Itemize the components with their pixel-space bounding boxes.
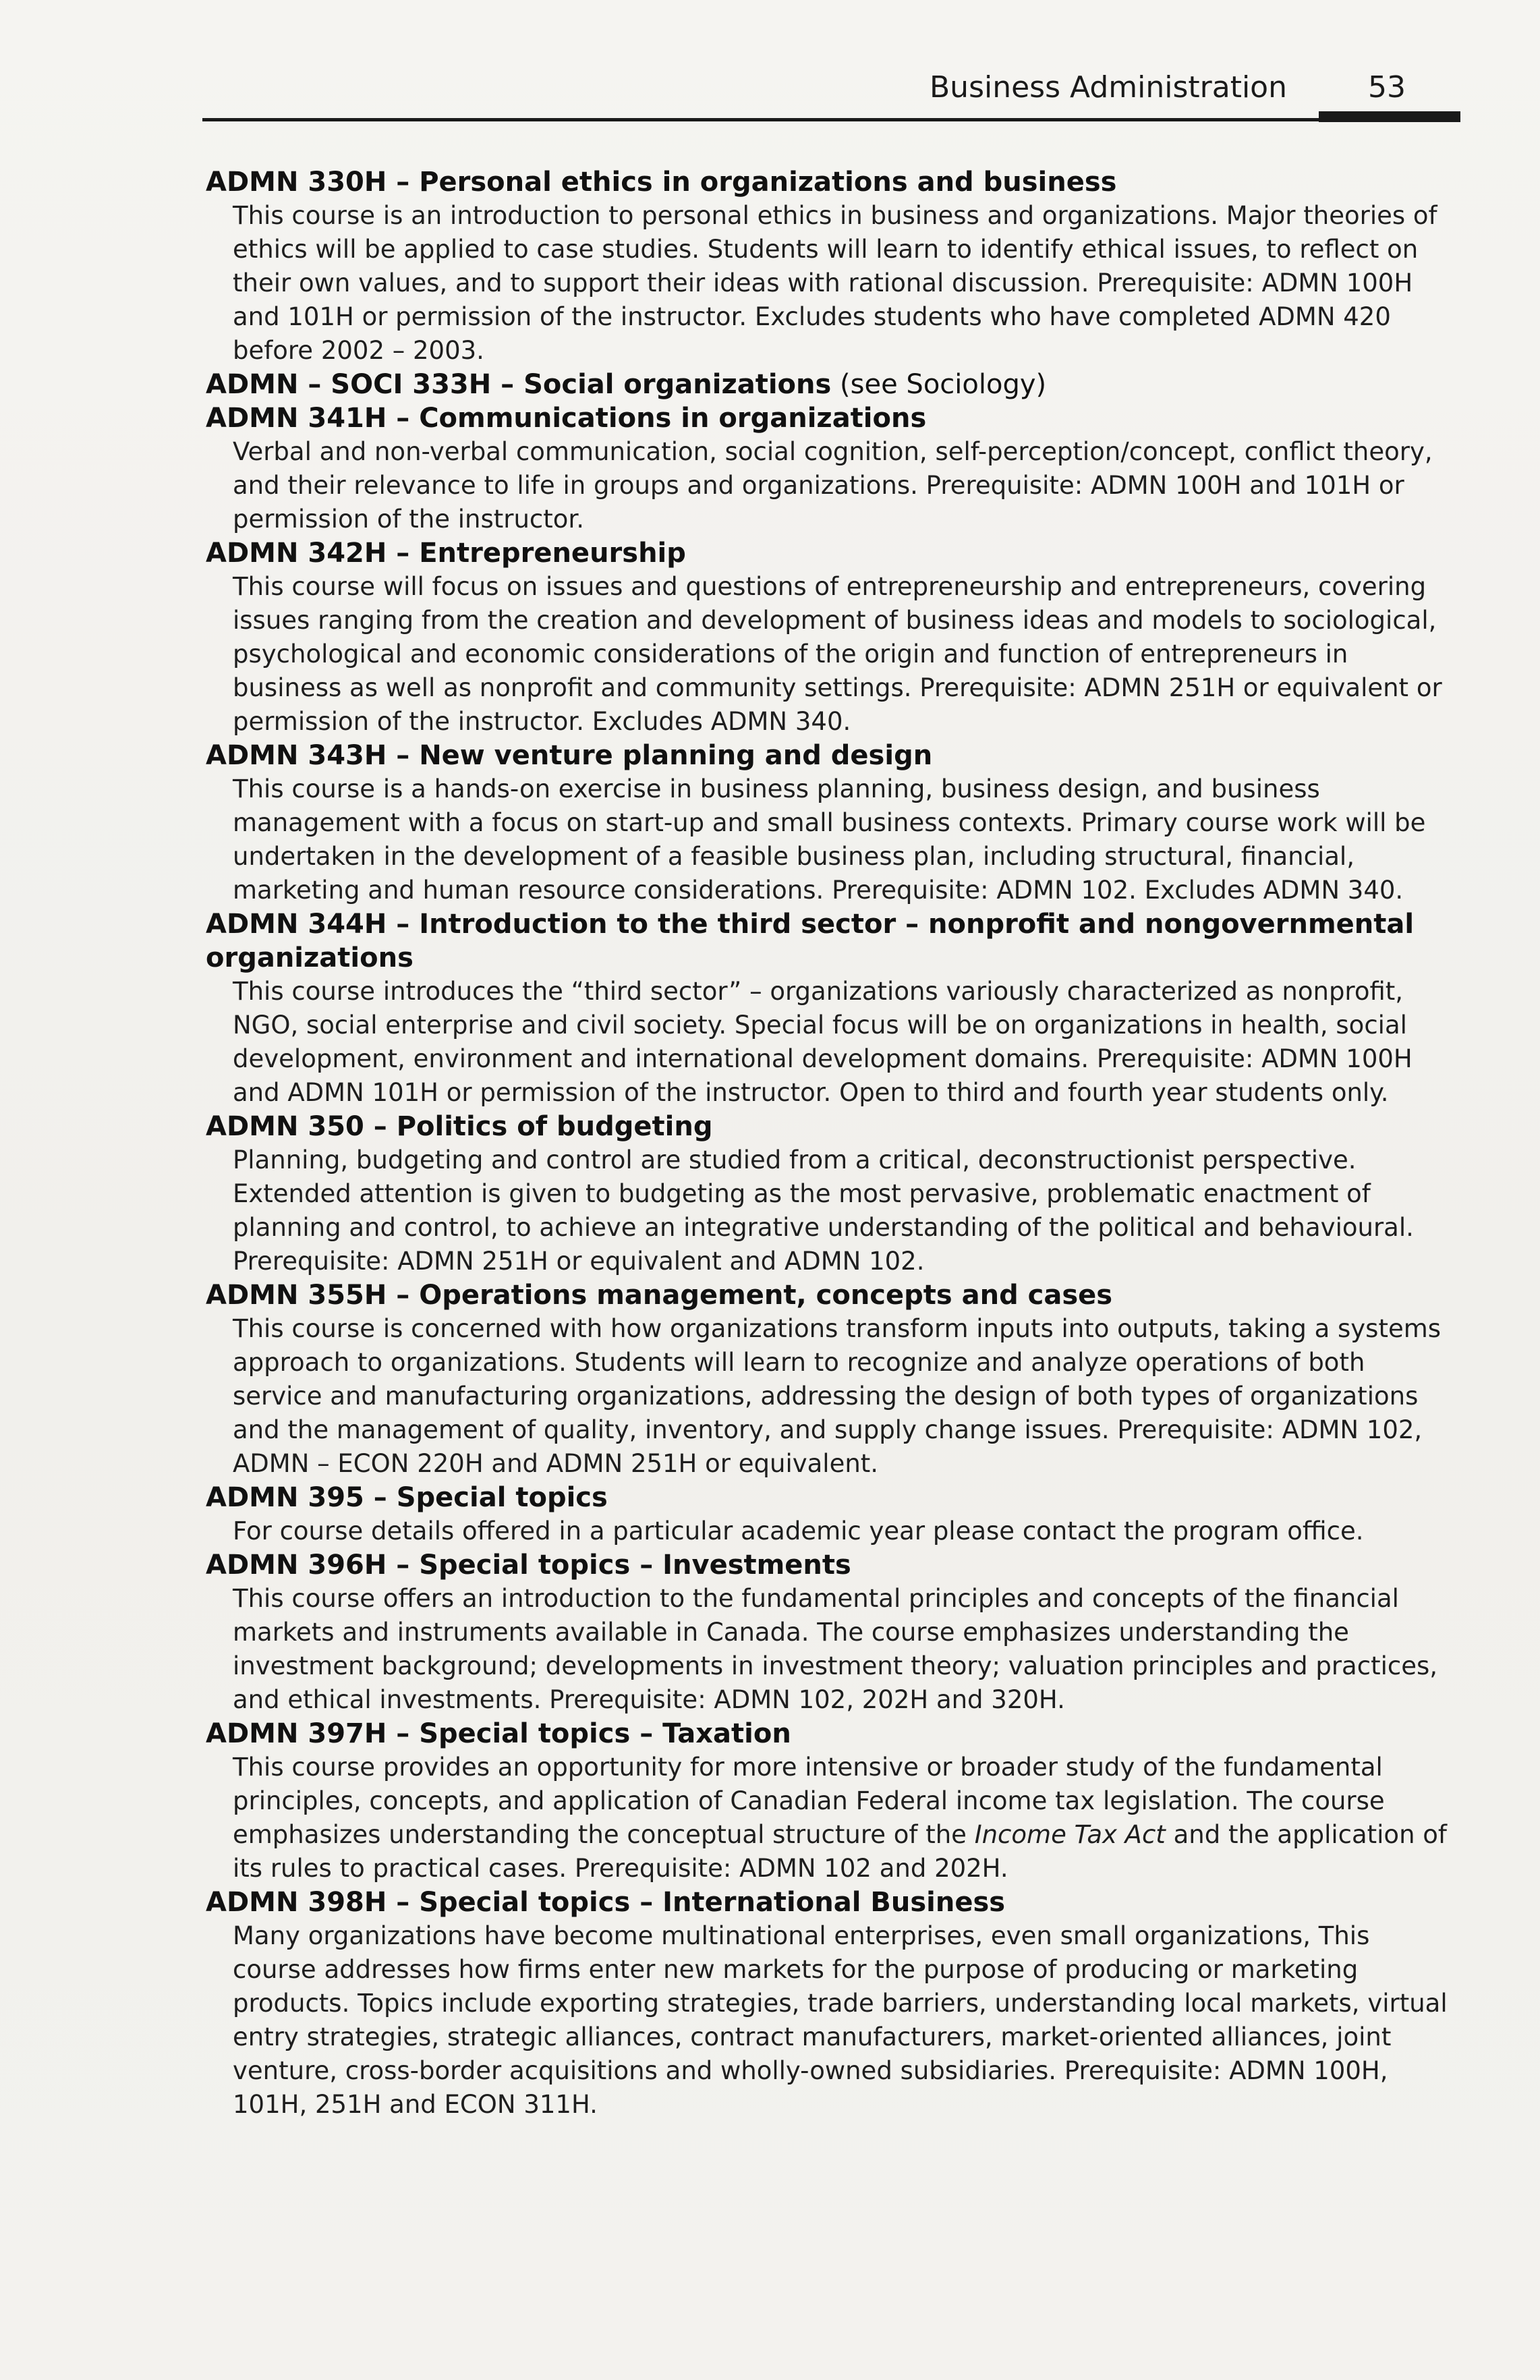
course-entry-admn-398h bbox=[206, 1886, 1460, 2122]
course-entry-admn-397h bbox=[206, 1717, 1460, 1886]
course-description: Planning, budgeting and control are studied from a critical, deconstructionist perspective. Extended attention is given to budgeting as the most pervasive, problematic enactment of planning and control, to achieve an integrative understanding of the political and behavioural. Prerequisite: ADMN 251H or equivalent and ADMN 102. bbox=[233, 1145, 1414, 1276]
course-description bbox=[233, 1751, 1460, 1886]
course-title bbox=[206, 368, 1460, 401]
course-title-text: ADMN – SOCI 333H – Social organizations bbox=[206, 369, 832, 400]
course-title: ADMN 398H – Special topics – International Business bbox=[206, 1887, 1006, 1918]
course-description: This course is concerned with how organizations transform inputs into outputs, taking a systems approach to organizations. Students will learn to recognize and analyze operations of both service and manufacturing organizations, addressing the design of both types of organizations and the management of quality, inventory, and supply change issues. Prerequisite: ADMN 102, ADMN – ECON 220H and ADMN 251H or equivalent. bbox=[233, 1314, 1442, 1478]
course-title: ADMN 350 – Politics of budgeting bbox=[206, 1111, 713, 1142]
course-description: Verbal and non-verbal communication, social cognition, self-perception/concept, conflict theory, and their relevance to life in groups and organizations. Prerequisite: ADMN 100H and 101H or permission of the instructor. bbox=[233, 437, 1433, 534]
course-entry-admn-395 bbox=[206, 1481, 1460, 1548]
course-entry-admn-350 bbox=[206, 1110, 1460, 1278]
course-entry-admn-355h bbox=[206, 1278, 1460, 1481]
course-title: ADMN 396H – Special topics – Investments bbox=[206, 1550, 851, 1581]
course-description: This course will focus on issues and questions of entrepreneurship and entrepreneurs, covering issues ranging from the creation and development of business ideas and models to sociological, psychological and economic considerations of the origin and function of entrepreneurs in business as well as nonprofit and community settings. Prerequisite: ADMN 251H or equivalent or permission of the instructor. Excludes ADMN 340. bbox=[233, 572, 1442, 736]
course-description: Many organizations have become multinational enterprises, even small organizations, This course addresses how firms enter new markets for the purpose of producing or marketing products. Topics include exporting strategies, trade barriers, understanding local markets, virtual entry strategies, strategic alliances, contract manufacturers, market-oriented alliances, joint venture, cross-border acquisitions and wholly-owned subsidiaries. Prerequisite: ADMN 100H, 101H, 251H and ECON 311H. bbox=[233, 1921, 1448, 2119]
description-text: and the application of its rules to practical cases. Prerequisite: ADMN 102 and 202H. bbox=[233, 1820, 1447, 1883]
course-title: ADMN 355H – Operations management, concepts and cases bbox=[206, 1280, 1113, 1311]
course-title: ADMN 343H – New venture planning and design bbox=[206, 740, 933, 771]
course-list bbox=[206, 165, 1460, 2122]
description-text: This course provides an opportunity for more intensive or broader study of the fundamental principles, concepts, and application of Canadian Federal income tax legislation. The course emphasizes understanding the conceptual structure of the bbox=[233, 1753, 1385, 1849]
course-entry-admn-344h bbox=[206, 907, 1460, 1110]
course-title: ADMN 341H – Communications in organizations bbox=[206, 403, 927, 434]
course-entry-admn-soci-333h bbox=[206, 368, 1460, 401]
course-title: ADMN 344H – Introduction to the third sector – nonprofit and nongovernmental organizations bbox=[206, 909, 1415, 973]
course-entry-admn-330h bbox=[206, 165, 1460, 368]
header-rule bbox=[202, 118, 1457, 121]
header-tab-marker bbox=[1319, 111, 1460, 122]
course-description: For course details offered in a particular academic year please contact the program office. bbox=[233, 1517, 1364, 1546]
running-header-title: Business Administration bbox=[930, 70, 1287, 105]
course-description: This course is an introduction to personal ethics in business and organizations. Major theories of ethics will be applied to case studies. Students will learn to identify ethical issues, to reflect on their own values, and to support their ideas with rational discussion. Prerequisite: ADMN 100H and 101H or permission of the instructor. Excludes students who have completed ADMN 420 before 2002 – 2003. bbox=[233, 201, 1437, 365]
act-title-italic: Income Tax Act bbox=[974, 1820, 1166, 1849]
course-title: ADMN 395 – Special topics bbox=[206, 1482, 608, 1513]
course-entry-admn-343h bbox=[206, 739, 1460, 907]
course-description: This course introduces the “third sector” – organizations variously characterized as nonprofit, NGO, social enterprise and civil society. Special focus will be on organizations in health, social development, environment and international development domains. Prerequisite: ADMN 100H and ADMN 101H or permission of the instructor. Open to third and fourth year students only. bbox=[233, 977, 1413, 1107]
course-title: ADMN 330H – Personal ethics in organizations and business bbox=[206, 167, 1117, 198]
course-entry-admn-342h bbox=[206, 536, 1460, 739]
course-description: This course is a hands-on exercise in business planning, business design, and business management with a focus on start-up and small business contexts. Primary course work will be undertaken in the development of a feasible business plan, including structural, financial, marketing and human resource considerations. Prerequisite: ADMN 102. Excludes ADMN 340. bbox=[233, 774, 1426, 905]
cross-reference: (see Sociology) bbox=[831, 369, 1047, 400]
course-description: This course offers an introduction to the fundamental principles and concepts of the financial markets and instruments available in Canada. The course emphasizes understanding the investment background; developments in investment theory; valuation principles and practices, and ethical investments. Prerequisite: ADMN 102, 202H and 320H. bbox=[233, 1584, 1438, 1714]
course-title: ADMN 397H – Special topics – Taxation bbox=[206, 1718, 791, 1749]
course-title: ADMN 342H – Entrepreneurship bbox=[206, 538, 686, 569]
course-entry-admn-341h bbox=[206, 401, 1460, 536]
page-number: 53 bbox=[1368, 70, 1406, 105]
course-entry-admn-396h bbox=[206, 1548, 1460, 1717]
